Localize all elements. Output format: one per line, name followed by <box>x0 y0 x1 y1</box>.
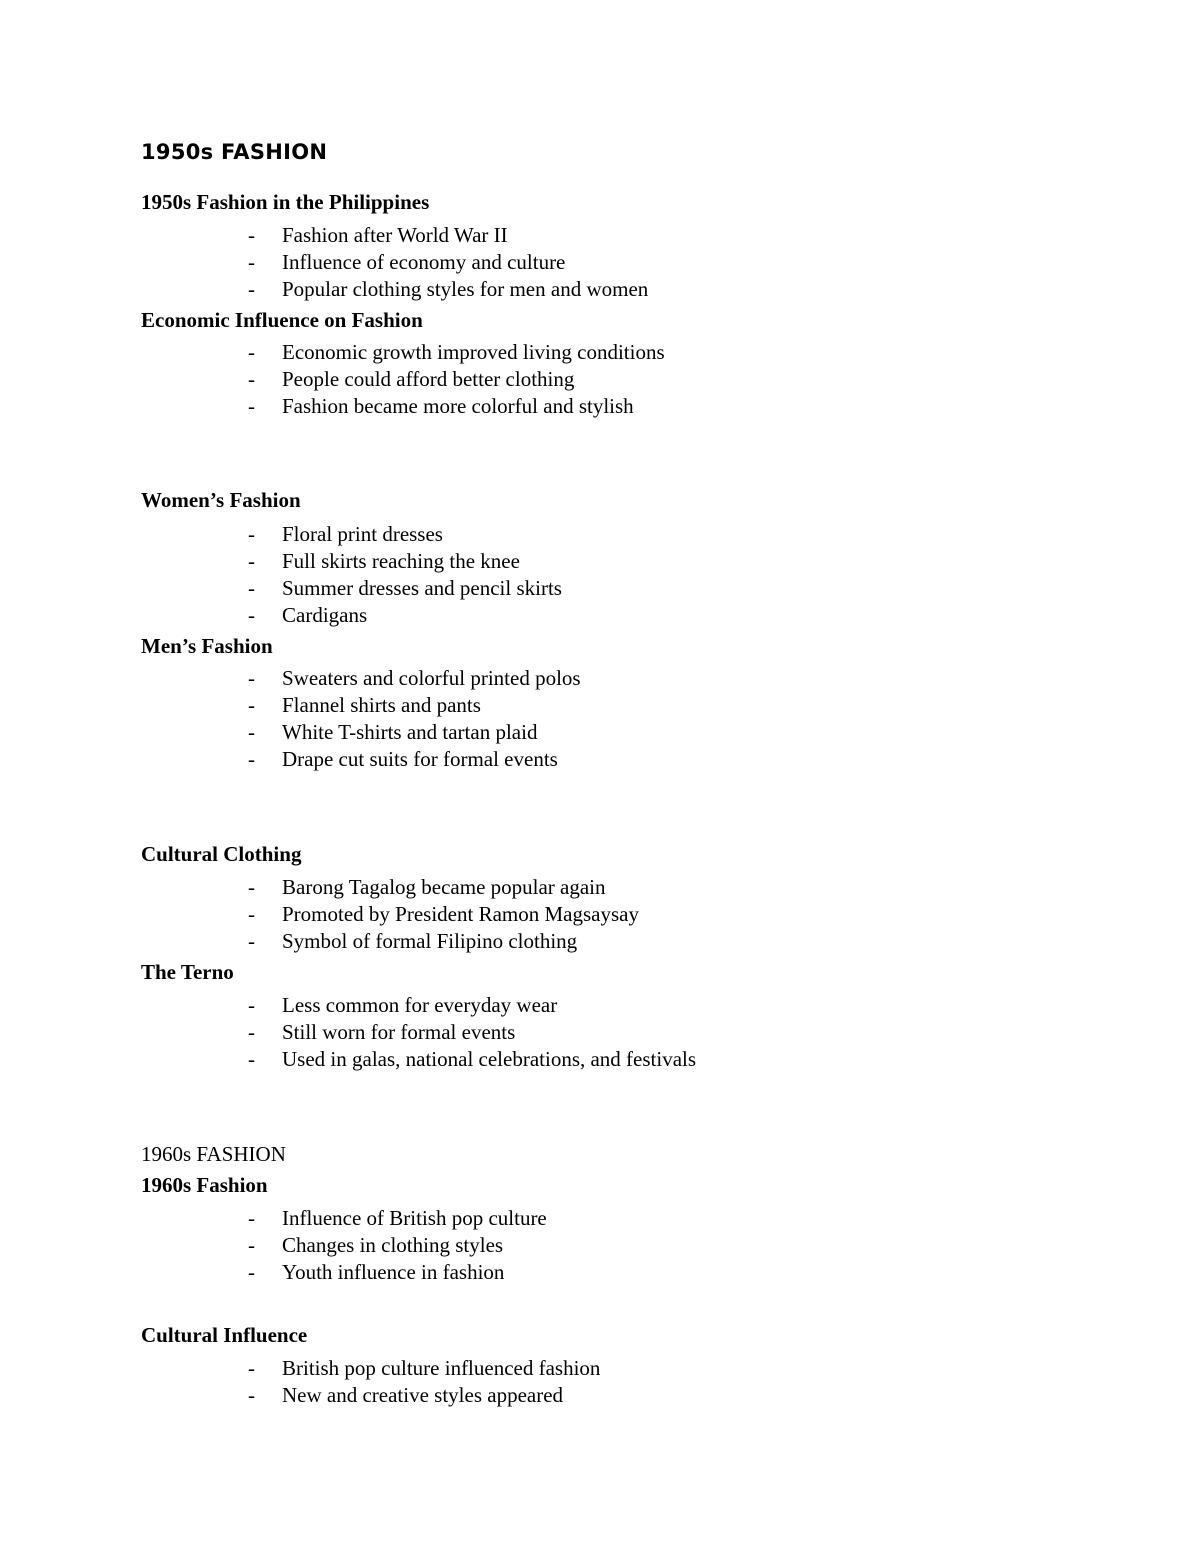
section-heading-cultural-clothing: Cultural Clothing <box>141 842 302 866</box>
section-heading-economic-influence: Economic Influence on Fashion <box>141 308 423 332</box>
section-heading-1950s-philippines: 1950s Fashion in the Philippines <box>141 190 430 214</box>
section-heading-mens-fashion: Men’s Fashion <box>141 634 273 658</box>
section-heading-womens-fashion: Women’s Fashion <box>141 488 301 512</box>
document-page: 1950s FASHION 1950s Fashion in the Philippines - Fashion after World War II - Influence of economy and culture - Popular clothing styles for men and women Economic Influence on Fashion - Economic growth improved living conditions - People could afford better clothing - Fashion became more colorful and stylish Women’s Fashion - Floral print dresses - Full skirts reaching the knee - Summer dresses and pencil skirts - Cardigans Men’s Fashion - Sweaters and colorful printed polos - Flannel shirts and pants - White T-shirts and tartan plaid - Drape cut suits for formal events Cultural Clothing - Barong Tagalog became popular again - Promoted by President Ramon Magsaysay - Symbol of formal Filipino clothing The Terno - Less common for everyday wear - Still worn for formal events - Used in galas, national celebrations, and festivals 1960s FASHION 1960s Fashion - Influence of British pop culture - Changes in clothing styles - Youth influence in fashion Cultural Influence - British pop culture influenced fashion - New and creative styles appeared <box>141 140 697 1407</box>
section-title-1960s: 1960s FASHION <box>141 1142 286 1166</box>
section-heading-1960s-fashion: 1960s Fashion <box>141 1173 268 1197</box>
document-title: 1950s FASHION <box>141 140 328 164</box>
section-heading-the-terno: The Terno <box>141 960 234 984</box>
section-heading-cultural-influence: Cultural Influence <box>141 1323 308 1347</box>
